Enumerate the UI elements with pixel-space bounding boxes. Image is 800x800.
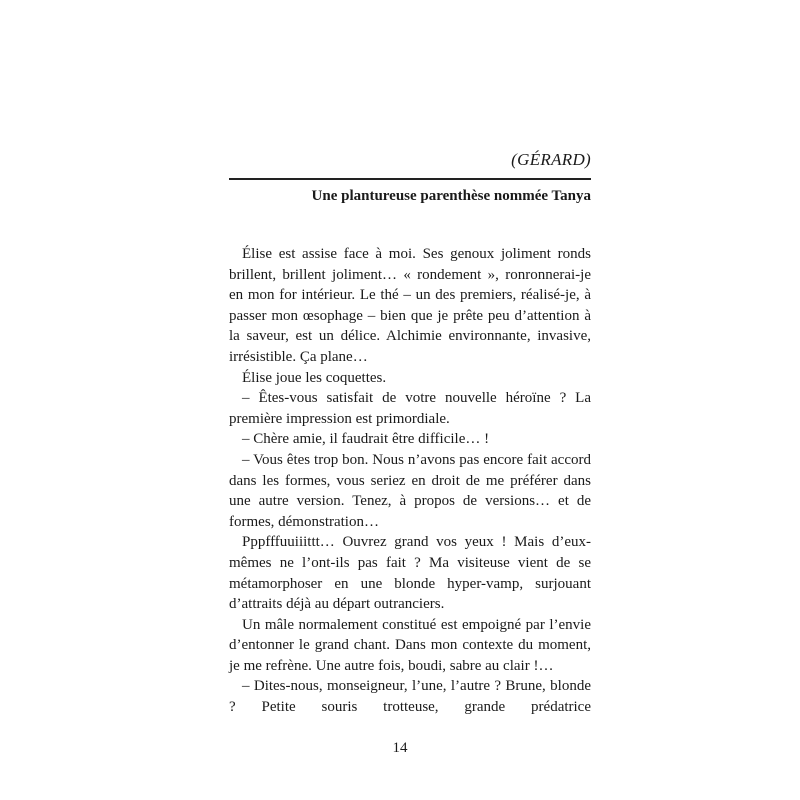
running-head: (GÉRARD) bbox=[511, 150, 591, 169]
header-rule bbox=[229, 178, 591, 180]
paragraph: – Chère amie, il faudrait être difficile… ! bbox=[242, 431, 490, 448]
page-number: 14 bbox=[392, 740, 408, 756]
paragraph: Élise est assise face à moi. Ses genoux joliment ronds brillent, brillent joliment… « rondement », ronronnerai-je en mon for intérieur. Le thé – un des premiers, réalisé-je, à passer mon œsophage – bien que je prête peu d’attention à la saveur, est un délice. Alchimie environnante, invasive, irrésistible. Ça plane… bbox=[229, 246, 591, 365]
paragraph: Un mâle normalement constitué est empoigné par l’envie d’entonner le grand chant. Dans mon contexte du moment, je me refrène. Une autre fois, boudi, sabre au clair !… bbox=[229, 616, 591, 674]
chapter-title: Une plantureuse parenthèse nommée Tanya bbox=[311, 188, 591, 204]
paragraph: Pppfffuuiiittt… Ouvrez grand vos yeux ! Mais d’eux-mêmes ne l’ont-ils pas fait ? Ma visiteuse vient de se métamorphoser en une blonde hyper-vamp, surjouant d’attraits déjà au départ outranciers. bbox=[229, 534, 591, 613]
paragraph: – Vous êtes trop bon. Nous n’avons pas encore fait accord dans les formes, vous seriez en droit de me préférer dans une autre version. Tenez, à propos de versions… et de formes, démonstration… bbox=[229, 451, 591, 530]
body-text bbox=[229, 244, 591, 718]
paragraph: – Dites-nous, monseigneur, l’une, l’autre ? Brune, blonde ? Petite souris trotteuse, grande prédatrice bbox=[229, 678, 591, 716]
paragraph: – Êtes-vous satisfait de votre nouvelle héroïne ? La première impression est primordiale. bbox=[229, 390, 591, 427]
paragraph: Élise joue les coquettes. bbox=[242, 369, 387, 386]
